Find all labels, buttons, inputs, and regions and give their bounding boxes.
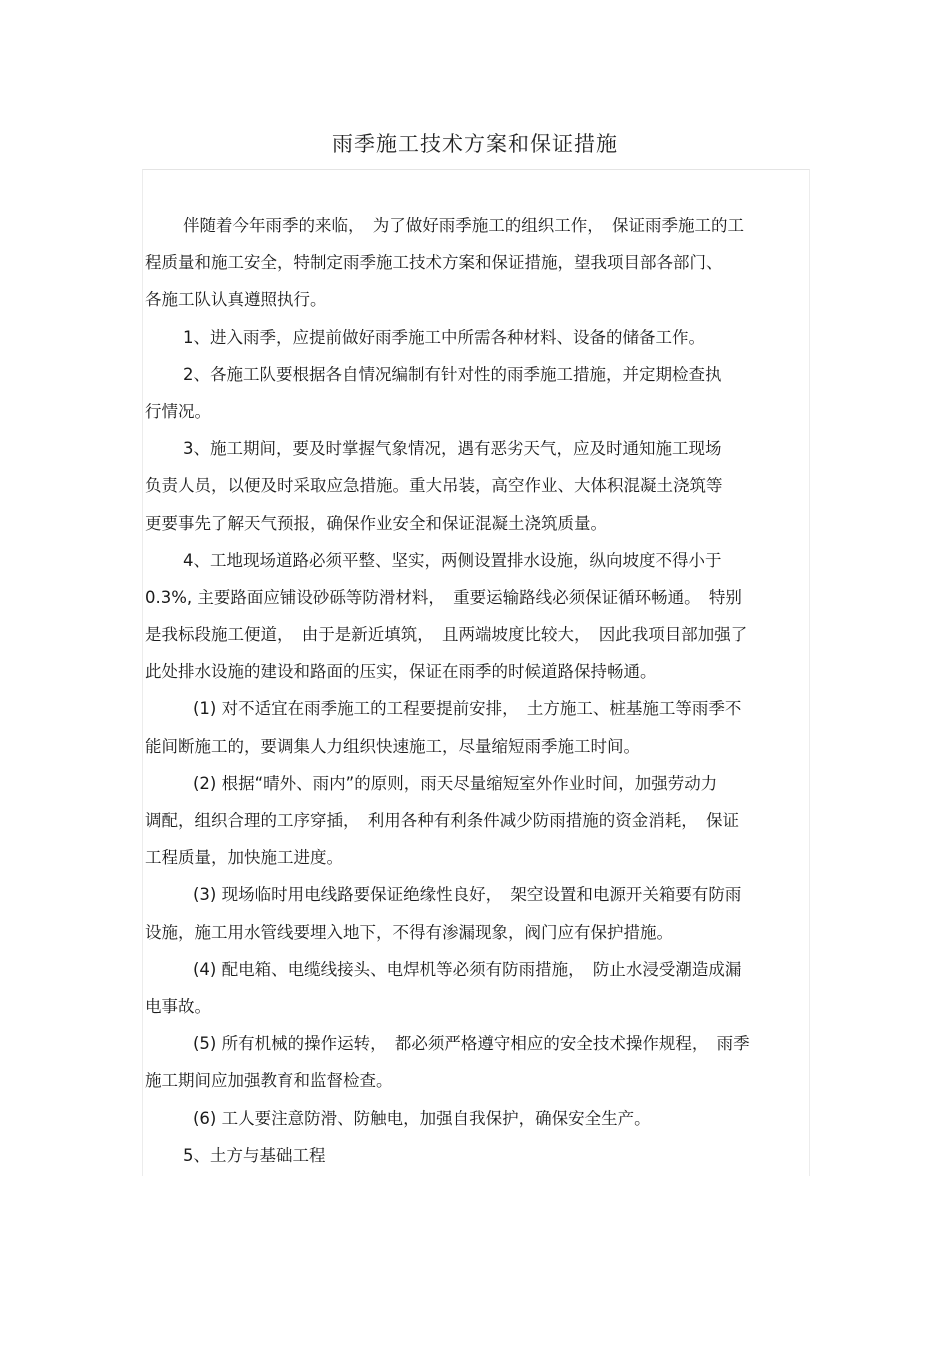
text-line: 5、土方与基础工程 [183, 1145, 326, 1165]
text-line: 能间断施工的，要调集人力组织快速施工，尽量缩短雨季施工时间。 [145, 736, 640, 756]
text-line: (5) 所有机械的操作运转， 都必须严格遵守相应的安全技术操作规程， 雨季 [193, 1034, 750, 1054]
text-line: 3、施工期间，要及时掌握气象情况，遇有恶劣天气，应及时通知施工现场 [183, 439, 722, 459]
text-line: 1、进入雨季，应提前做好雨季施工中所需各种材料、设备的储备工作。 [183, 327, 705, 347]
text-line: 更要事先了解天气预报，确保作业安全和保证混凝土浇筑质量。 [145, 513, 607, 533]
document-body [145, 207, 805, 1174]
text-line: (6) 工人要注意防滑、防触电，加强自我保护，确保安全生产。 [193, 1108, 651, 1128]
text-line: 负责人员，以便及时采取应急措施。重大吊装，高空作业、大体积混凝土浇筑等 [145, 476, 723, 496]
text-line: 此处排水设施的建设和路面的压实，保证在雨季的时候道路保持畅通。 [145, 662, 657, 682]
text-line: 是我标段施工便道， 由于是新近填筑， 且两端坡度比较大， 因此我项目部加强了 [145, 625, 748, 645]
text-line: 工程质量，加快施工进度。 [145, 848, 343, 868]
text-line: (1) 对不适宜在雨季施工的工程要提前安排， 土方施工、桩基施工等雨季不 [193, 699, 742, 719]
text-line: 各施工队认真遵照执行。 [145, 290, 327, 310]
text-line: 调配，组织合理的工序穿插， 利用各种有利条件减少防雨措施的资金消耗， 保证 [145, 811, 739, 830]
text-line: 行情况。 [145, 401, 211, 421]
text-line: (4) 配电箱、电缆线接头、电焊机等必须有防雨措施， 防止水浸受潮造成漏 [193, 959, 742, 979]
text-line: (2) 根据“晴外、雨内”的原则，雨天尽量缩短室外作业时间，加强劳动力 [193, 773, 718, 793]
text-line: 伴随着今年雨季的来临， 为了做好雨季施工的组织工作， 保证雨季施工的工 [183, 216, 744, 235]
text-line: 4、工地现场道路必须平整、坚实，两侧设置排水设施，纵向坡度不得小于 [183, 550, 722, 570]
text-line: 电事故。 [145, 996, 211, 1016]
text-line: 0.3%, 主要路面应铺设砂砾等防滑材料， 重要运输路线必须保证循环畅通。 特别 [145, 587, 742, 607]
text-line: 程质量和施工安全，特制定雨季施工技术方案和保证措施，望我项目部各部门、 [145, 253, 723, 273]
text-line: 施工期间应加强教育和监督检查。 [145, 1071, 393, 1091]
text-line: 设施，施工用水管线要埋入地下，不得有渗漏现象，阀门应有保护措施。 [145, 922, 673, 942]
text-line: (3) 现场临时用电线路要保证绝缘性良好， 架空设置和电源开关箱要有防雨 [193, 885, 742, 905]
text-line: 2、各施工队要根据各自情况编制有针对性的雨季施工措施，并定期检查执 [183, 364, 722, 384]
document-title: 雨季施工技术方案和保证措施 [332, 132, 618, 156]
